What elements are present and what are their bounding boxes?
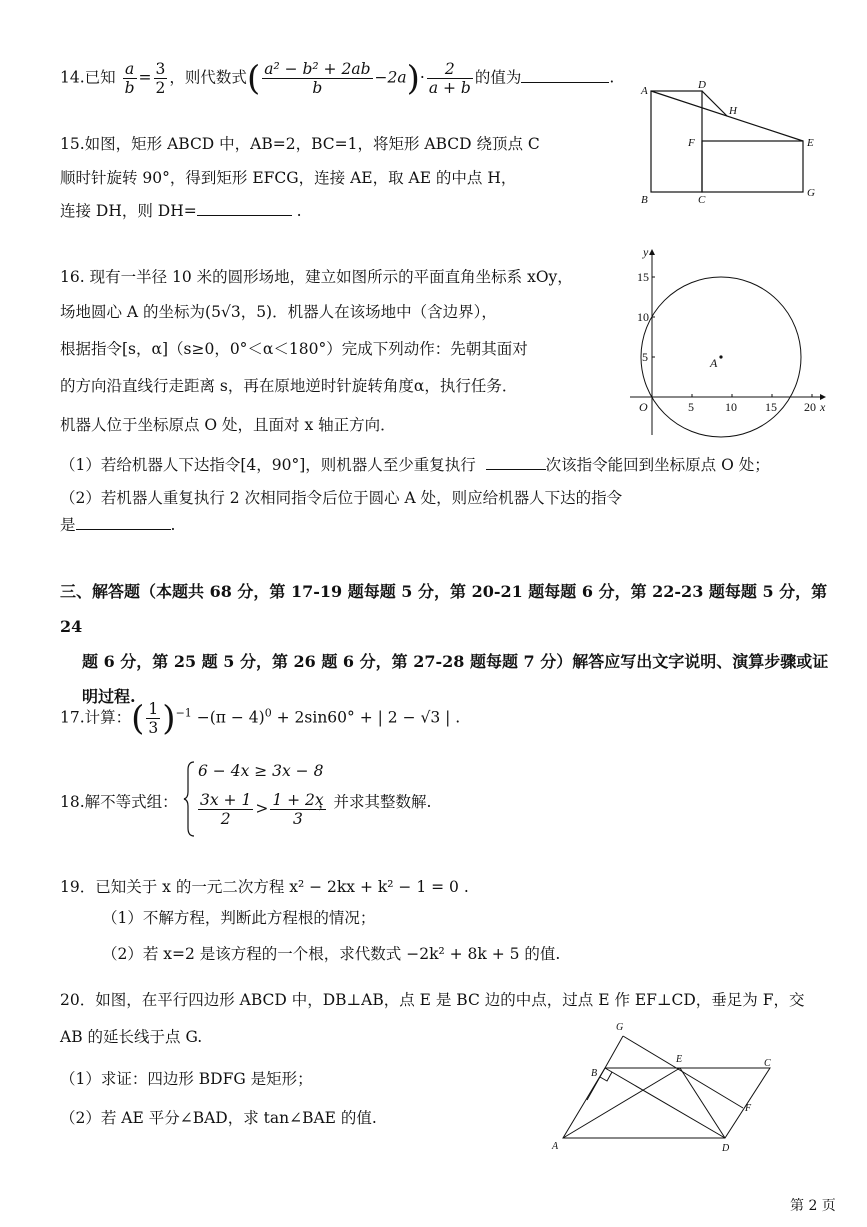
x-tick-label-20: 20 bbox=[804, 400, 816, 414]
q14-prefix: 已知 bbox=[84, 68, 116, 87]
q17-part3: + 2sin60° + | 2 − √3 | . bbox=[276, 708, 461, 727]
center-label: A bbox=[710, 356, 718, 370]
q16-sub1-blank bbox=[486, 468, 546, 470]
q17-frac-num: 1 bbox=[148, 700, 159, 718]
page-number: 第 2 页 bbox=[790, 1198, 836, 1214]
q15-answer-blank bbox=[197, 214, 292, 216]
q16-sub2: （2）若机器人重复执行 2 次相同指令后位于圆心 A 处，则应给机器人下达的指令 bbox=[60, 489, 623, 507]
q18-ineq2-op: > bbox=[255, 799, 269, 818]
q16-line5: 机器人位于坐标原点 O 处，且面对 x 轴正方向． bbox=[60, 416, 396, 434]
label-b: B bbox=[641, 194, 648, 206]
figure-16 bbox=[625, 245, 840, 440]
label-g: G bbox=[616, 1022, 624, 1033]
label-h: H bbox=[729, 105, 737, 117]
q14-number: 14. bbox=[60, 68, 85, 87]
q19-sub2: （2）若 x=2 是该方程的一个根，求代数式 −2k² + 8k + 5 的值. bbox=[102, 945, 561, 963]
q14-expr-num: a² − b² + 2ab bbox=[264, 60, 371, 78]
q14-f2-num: 2 bbox=[427, 60, 473, 79]
q16-line3: 根据指令[s，α]（s≥0，0°＜α＜180°）完成下列动作：先朝其面对 bbox=[60, 340, 528, 358]
label-a: A bbox=[641, 85, 648, 97]
q15-line3-end: . bbox=[296, 202, 302, 220]
q14-frac2 bbox=[427, 60, 473, 97]
section-3-line2: 题 6 分，第 25 题 5 分，第 26 题 6 分，第 27-28 题每题 7 分）解答应写出文字说明、演算步骤或证 bbox=[82, 652, 829, 671]
label-c: C bbox=[764, 1058, 771, 1069]
q14-minus-term: −2a bbox=[374, 68, 407, 87]
x-label: x bbox=[820, 400, 826, 414]
label-d: D bbox=[698, 79, 706, 91]
q14-cond-eq: = bbox=[138, 68, 152, 87]
q16-line1: 16. 现有一半径 10 米的圆形场地，建立如图所示的平面直角坐标系 xOy， bbox=[60, 268, 573, 286]
q15-line3-text: 连接 DH，则 DH= bbox=[60, 202, 197, 220]
q18-ineq1: 6 − 4x ≥ 3x − 8 bbox=[198, 762, 324, 780]
q16-line2: 场地圆心 A 的坐标为(5√3，5)．机器人在该场地中（含边界）， bbox=[60, 303, 497, 321]
label-e: E bbox=[676, 1054, 683, 1065]
q17-rparen: ) bbox=[162, 698, 176, 739]
q18-suffix: ，并求其整数解. bbox=[318, 793, 432, 811]
q17-prefix: 17.计算： bbox=[60, 708, 132, 727]
segment-db bbox=[605, 1068, 725, 1138]
q14-expr bbox=[262, 60, 372, 97]
q14-expr-den: b bbox=[312, 79, 323, 97]
q16-sub2-blank bbox=[76, 528, 171, 530]
q16-sub1 bbox=[60, 453, 770, 475]
q14-cond-num: a bbox=[123, 60, 137, 79]
label-b: B bbox=[591, 1068, 598, 1079]
q16-sub2b-text: 是 bbox=[60, 516, 76, 534]
q16-sub1-text: （1）若给机器人下达指令[4，90°]，则机器人至少重复执行 bbox=[60, 456, 476, 474]
q16-sub2b bbox=[60, 513, 175, 535]
q20-line2: AB 的延长线于点 G. bbox=[60, 1028, 203, 1046]
label-d: D bbox=[722, 1143, 730, 1154]
label-e: E bbox=[807, 137, 814, 149]
q17-frac-den: 3 bbox=[148, 719, 159, 737]
section-3-line3: 明过程. bbox=[82, 687, 136, 706]
figure-20 bbox=[545, 1018, 785, 1158]
y-tick-label-10: 10 bbox=[637, 310, 649, 324]
q14-cond-rden: 2 bbox=[155, 79, 166, 97]
y-tick-label-15: 15 bbox=[637, 270, 649, 284]
q18-prefix: 18.解不等式组： bbox=[60, 793, 178, 811]
q18-brace bbox=[182, 760, 196, 838]
q18-ineq2 bbox=[196, 791, 328, 828]
q18-ineq2-rnum: 1 + 2x bbox=[272, 791, 324, 809]
q14-rparen: ) bbox=[406, 58, 420, 99]
q14-f2-den: a + b bbox=[428, 79, 471, 97]
q14-answer-blank bbox=[521, 81, 609, 83]
segment-ae bbox=[563, 1068, 680, 1138]
q17-part2: −(π − 4) bbox=[196, 708, 265, 727]
q14-cond-rnum: 3 bbox=[155, 60, 166, 78]
q15-line1: 15.如图，矩形 ABCD 中，AB=2，BC=1，将矩形 ABCD 绕顶点 C bbox=[60, 135, 540, 153]
q17 bbox=[60, 700, 460, 737]
label-c: C bbox=[698, 194, 706, 206]
x-tick-label-5: 5 bbox=[688, 400, 694, 414]
q19-line1: 19．已知关于 x 的一元二次方程 x² − 2kx + k² − 1 = 0 . bbox=[60, 878, 469, 896]
section-3-header bbox=[60, 574, 850, 714]
q14-cond-den: b bbox=[124, 79, 135, 97]
q18-ineq2-rden: 3 bbox=[293, 810, 303, 828]
segment-ed bbox=[680, 1068, 725, 1138]
q14-lparen: ( bbox=[246, 58, 261, 99]
label-f: F bbox=[688, 137, 695, 149]
q17-lparen: ( bbox=[131, 698, 145, 739]
origin-label: O bbox=[639, 400, 648, 414]
x-tick-label-15: 15 bbox=[765, 400, 777, 414]
rect-efcg bbox=[702, 141, 803, 192]
q16-sub2-end: . bbox=[170, 516, 176, 534]
q19-sub1: （1）不解方程，判断此方程根的情况； bbox=[102, 909, 376, 927]
q14-cond-left bbox=[123, 60, 137, 97]
section-3-line1: 三、解答题（本题共 68 分，第 17-19 题每题 5 分，第 20-21 题每题 6 分，第 22-23 题每题 5 分，第 24 bbox=[60, 582, 828, 636]
q20-sub2: （2）若 AE 平分∠BAD，求 tan∠BAE 的值. bbox=[60, 1109, 377, 1127]
q14 bbox=[60, 60, 614, 97]
q17-exp0: 0 bbox=[264, 706, 272, 720]
x-tick-label-10: 10 bbox=[725, 400, 737, 414]
q16-line4: 的方向沿直线行走距离 s，再在原地逆时针旋转角度α，执行任务． bbox=[60, 377, 518, 395]
q17-frac bbox=[146, 700, 160, 737]
q15-line2: 顺时针旋转 90°，得到矩形 EFCG，连接 AE，取 AE 的中点 H， bbox=[60, 169, 517, 187]
q14-end: . bbox=[609, 68, 615, 87]
q14-mid: ，则代数式 bbox=[169, 68, 247, 87]
segment-gb bbox=[605, 1036, 623, 1068]
q14-cond-right bbox=[154, 60, 168, 97]
center-point bbox=[719, 355, 722, 358]
q20-line1: 20．如图，在平行四边形 ABCD 中，DB⊥AB，点 E 是 BC 边的中点，过点 E 作 EF⊥CD，垂足为 F，交 bbox=[60, 991, 805, 1009]
q18-ineq2-lden: 2 bbox=[220, 810, 231, 828]
q14-suffix: 的值为 bbox=[474, 68, 522, 87]
segment-gf bbox=[623, 1036, 743, 1108]
label-g: G bbox=[807, 187, 815, 199]
q20-sub1: （1）求证：四边形 BDFG 是矩形； bbox=[60, 1070, 313, 1088]
q17-exp1: −1 bbox=[175, 706, 192, 720]
q18-ineq2-lnum: 3x + 1 bbox=[200, 791, 252, 809]
q18-ineq2-left bbox=[198, 791, 253, 828]
y-label: y bbox=[643, 245, 649, 259]
q16-sub1-end: 次该指令能回到坐标原点 O 处； bbox=[545, 456, 770, 474]
y-tick-label-5: 5 bbox=[642, 350, 648, 364]
q15-line3 bbox=[60, 199, 302, 221]
figure-15 bbox=[630, 78, 830, 208]
q14-dot: · bbox=[419, 68, 425, 87]
label-a: A bbox=[552, 1141, 559, 1152]
label-f: F bbox=[745, 1103, 752, 1114]
